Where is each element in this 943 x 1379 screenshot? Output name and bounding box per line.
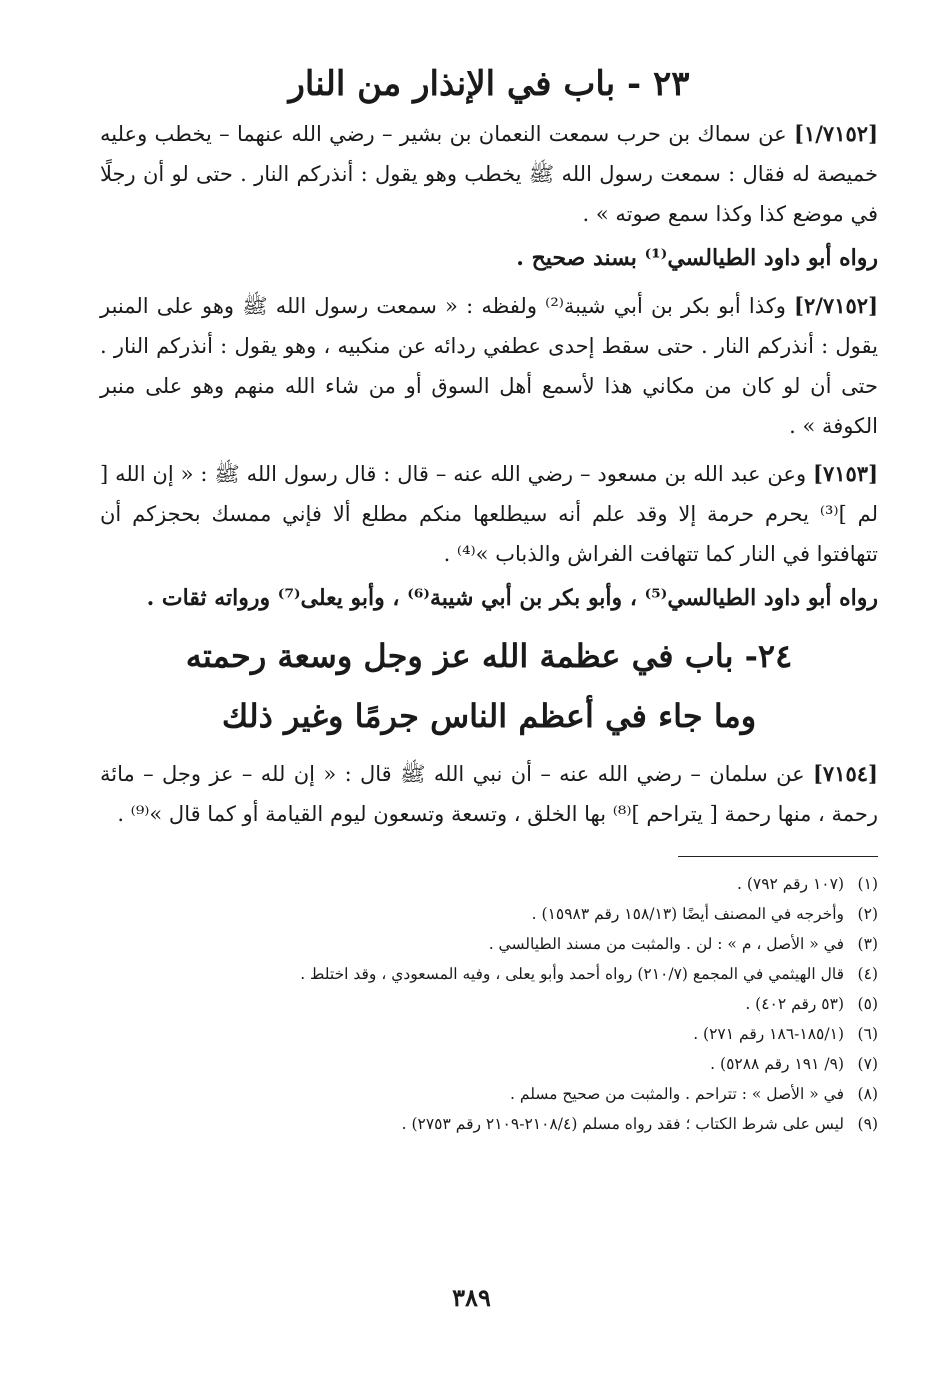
- footnote-text: في « الأصل » : تتراحم . والمثبت من صحيح مسلم .: [510, 1085, 844, 1104]
- footnote-6: [100, 1019, 878, 1049]
- hadith-number: [٧١٥٣]: [813, 461, 878, 487]
- footnote-mark: (٥): [857, 995, 878, 1014]
- hadith-7152-2: [100, 286, 878, 446]
- footnote-8: [100, 1079, 878, 1109]
- chapter-24-title: [100, 626, 878, 746]
- footnote-text: (١٨٥/١-١٨٦ رقم ٢٧١) .: [693, 1025, 844, 1044]
- hadith-number: [١/٧١٥٢]: [794, 121, 878, 147]
- book-page: [100, 62, 878, 1139]
- footnote-text: في « الأصل ، م » : لن . والمثبت من مسند الطيالسي .: [488, 935, 844, 954]
- footnote-7: [100, 1049, 878, 1079]
- footnote-5: [100, 989, 878, 1019]
- page-number: ٣٨٩: [452, 1283, 491, 1312]
- footnote-text: قال الهيثمي في المجمع (٢١٠/٧) رواه أحمد وأبو يعلى ، وفيه المسعودي ، وقد اختلط .: [300, 965, 844, 984]
- footnote-3: [100, 929, 878, 959]
- footnote-2: [100, 899, 878, 929]
- hadith-7152-1: [100, 114, 878, 234]
- chapter-23-title: ٢٣ - باب في الإنذار من النار: [288, 64, 690, 104]
- hadith-text: عن سماك بن حرب سمعت النعمان بن بشير – رضي الله عنهما – يخطب وعليه خميصة له فقال : سمعت رسول الله ﷺ يخطب وهو يقول : أنذركم النار . حتى لو أن رجلًا في موضع كذا وكذا سمع صوته » .: [100, 122, 878, 227]
- narration-note-1: رواه أبو داود الطيالسي⁽¹⁾ بسند صحيح .: [516, 245, 878, 272]
- hadith-number: [٢/٧١٥٢]: [794, 293, 878, 319]
- footnotes-list: [100, 869, 878, 1139]
- footnote-text: وأخرجه في المصنف أيضًا (١٥٨/١٣ رقم ١٥٩٨٣) .: [531, 905, 844, 924]
- footnote-1: [100, 869, 878, 899]
- footnote-text: ليس على شرط الكتاب ؛ فقد رواه مسلم (٢١٠٨/٤-٢١٠٩ رقم ٢٧٥٣) .: [401, 1115, 844, 1134]
- chapter-24-title-line2: وما جاء في أعظم الناس جرمًا وغير ذلك: [221, 697, 757, 736]
- footnote-9: [100, 1109, 878, 1139]
- hadith-text: وعن عبد الله بن مسعود – رضي الله عنه – قال : قال رسول الله ﷺ : « إن الله [ لم ]⁽³⁾ يحرم حرمة إلا وقد علم أنه سيطلعها منكم مطلع ألا فإني ممسك بحجزكم أن تتهافتوا في النار كما تتهافت الفراش والذباب »⁽⁴⁾ .: [100, 462, 878, 567]
- footnote-mark: (٣): [857, 935, 878, 954]
- chapter-24-title-line1: ٢٤- باب في عظمة الله عز وجل وسعة رحمته: [185, 637, 793, 676]
- narration-note-2: رواه أبو داود الطيالسي⁽⁵⁾ ، وأبو بكر بن أبي شيبة⁽⁶⁾ ، وأبو يعلى⁽⁷⁾ ورواته ثقات .: [146, 585, 878, 612]
- footnote-mark: (٢): [857, 905, 878, 924]
- hadith-number: [٧١٥٤]: [812, 761, 878, 787]
- footnote-mark: (٤): [857, 965, 878, 984]
- footnote-text: (٥٣ رقم ٤٠٢) .: [745, 995, 844, 1014]
- footnote-mark: (١): [857, 875, 878, 894]
- footnote-text: (١٠٧ رقم ٧٩٢) .: [736, 875, 844, 894]
- footnote-mark: (٦): [857, 1025, 878, 1044]
- hadith-7154: [100, 754, 878, 834]
- footnote-separator: [678, 856, 878, 857]
- footnote-4: [100, 959, 878, 989]
- hadith-text: عن سلمان – رضي الله عنه – أن نبي الله ﷺ قال : « إن لله – عز وجل – مائة رحمة ، منها رحمة [ يتراحم ]⁽⁸⁾ بها الخلق ، وتسعة وتسعون ليوم القيامة أو كما قال »⁽⁹⁾ .: [100, 762, 878, 827]
- footnote-mark: (٩): [857, 1115, 878, 1134]
- hadith-text: وكذا أبو بكر بن أبي شيبة⁽²⁾ ولفظه : « سمعت رسول الله ﷺ وهو على المنبر يقول : أنذركم النار . حتى سقط إحدى عطفي ردائه عن منكبيه ، وهو يقول : أنذركم النار . حتى أن لو كان من مكاني هذا لأسمع أهل السوق أو من شاء الله منهم وهو على منبر الكوفة » .: [100, 294, 878, 439]
- hadith-7153: [100, 454, 878, 574]
- footnote-mark: (٨): [857, 1085, 878, 1104]
- footnote-mark: (٧): [857, 1055, 878, 1074]
- footnote-text: (٩/ ١٩١ رقم ٥٢٨٨) .: [710, 1055, 844, 1074]
